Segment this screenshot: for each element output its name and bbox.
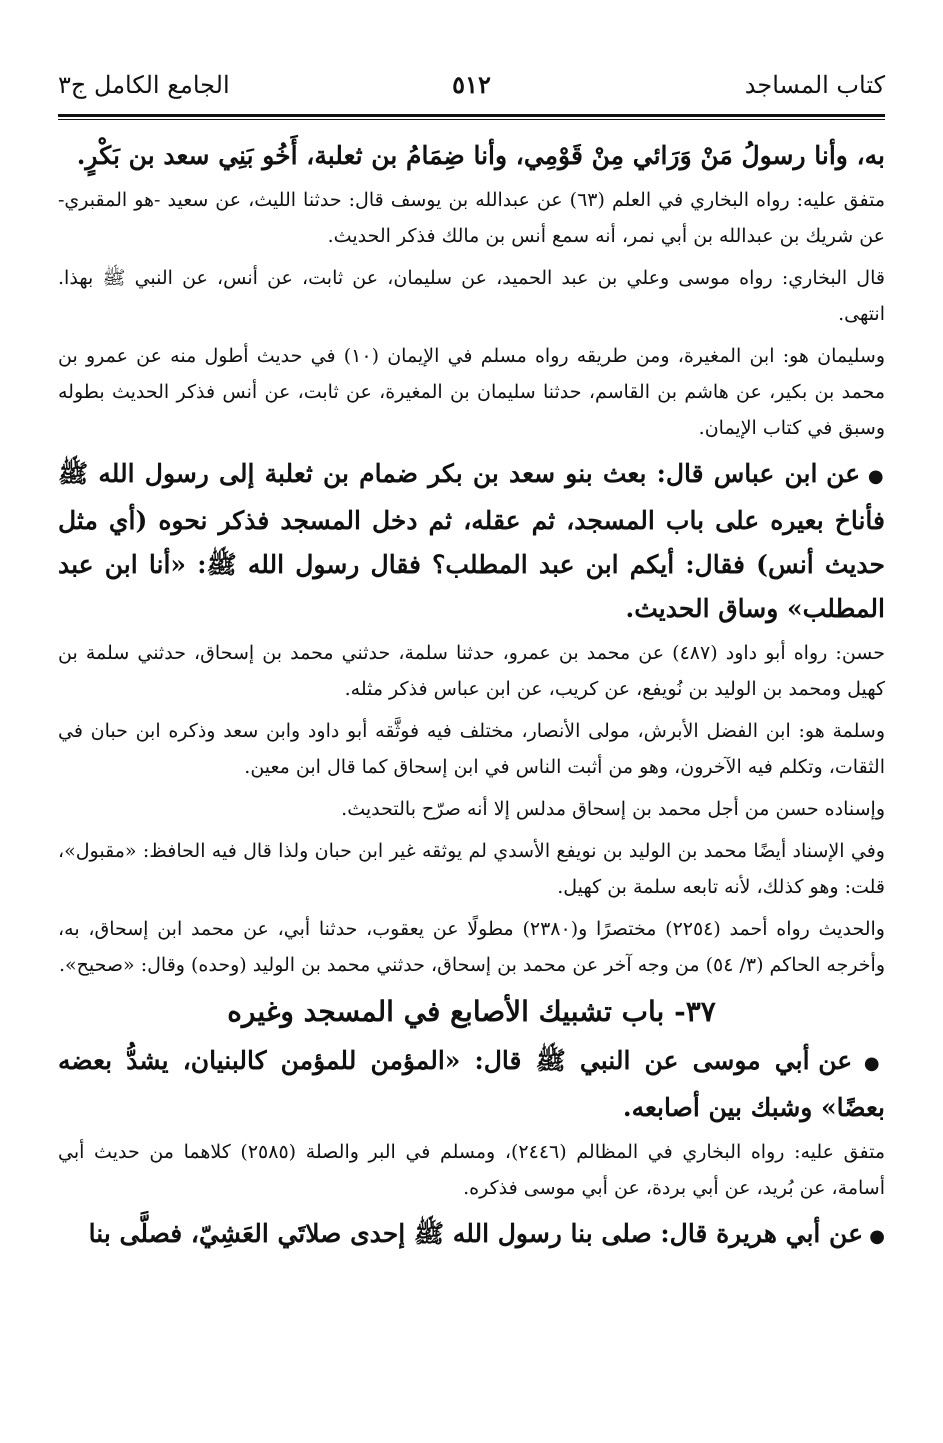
commentary-paragraph: وسليمان هو: ابن المغيرة، ومن طريقه رواه مسلم في الإيمان (١٠) في حديث أطول منه عن عمرو بن محمد بن بكير، عن هاشم بن القاسم، حدثنا سليمان بن المغيرة، عن ثابت، عن أنس فذكر الحديث بطوله وسبق في كتاب الإيمان. bbox=[58, 345, 886, 439]
book-page bbox=[0, 60, 943, 1443]
page-number: ٥١٢ bbox=[452, 70, 491, 99]
commentary-paragraph: وسلمة هو: ابن الفضل الأبرش، مولى الأنصار، مختلف فيه فوثَّقه أبو داود وابن سعد وذكره ابن حبان في الثقات، وتكلم فيه الآخرون، وهو من أثبت الناس في ابن إسحاق كما قال ابن معين. bbox=[58, 720, 885, 778]
header-rule-thin bbox=[58, 119, 885, 120]
section-heading: ٣٧- باب تشبيك الأصابع في المسجد وغيره bbox=[227, 995, 716, 1028]
page-header bbox=[58, 60, 885, 110]
chapter-title: كتاب المساجد bbox=[744, 71, 885, 99]
commentary-paragraph: وفي الإسناد أيضًا محمد بن الوليد بن نويفع الأسدي لم يوثقه غير ابن حبان ولذا قال فيه الحافظ: «مقبول»، قلت: وهو كذلك، لأنه تابعه سلمة بن كهيل. bbox=[58, 840, 885, 898]
book-title: الجامع الكامل ج٣ bbox=[58, 71, 230, 99]
commentary-paragraph: حسن: رواه أبو داود (٤٨٧) عن محمد بن عمرو، حدثنا سلمة، حدثني محمد بن إسحاق، حدثني سلمة بن كهيل ومحمد بن الوليد بن نُويفع، عن كريب، عن ابن عباس فذكر مثله. bbox=[58, 642, 885, 700]
hadith-text: ● عن أبي موسى عن النبي ﷺ قال: «المؤمن للمؤمن كالبنيان، يشدُّ بعضه بعضًا» وشبك بين أصابعه. bbox=[58, 1039, 885, 1130]
page-body bbox=[58, 134, 885, 1259]
commentary-paragraph: متفق عليه: رواه البخاري في العلم (٦٣) عن عبدالله بن يوسف قال: حدثنا الليث، عن سعيد -هو المقبري- عن شريك بن عبدالله بن أبي نمر، أنه سمع أنس بن مالك فذكر الحديث. bbox=[58, 189, 885, 247]
commentary-paragraph: والحديث رواه أحمد (٢٢٥٤) مختصرًا و(٢٣٨٠) مطولًا عن يعقوب، حدثنا أبي، عن محمد ابن إسحاق، به، وأخرجه الحاكم (٣/ ٥٤) من وجه آخر عن محمد بن إسحاق، حدثني محمد بن الوليد (وحده) وقال: «صحيح». bbox=[58, 918, 885, 976]
hadith-text: به، وأنا رسولُ مَنْ وَرَائي مِنْ قَوْمِي، وأنا ضِمَامُ بن ثعلبة، أَخُو بَنِي سعد بن بَكْرٍ. bbox=[76, 141, 885, 170]
hadith-text: ● عن أبي هريرة قال: صلى بنا رسول الله ﷺ إحدى صلاتَي العَشِيّ، فصلَّى بنا bbox=[58, 1212, 885, 1259]
commentary-paragraph: متفق عليه: رواه البخاري في المظالم (٢٤٤٦)، ومسلم في البر والصلة (٢٥٨٥) كلاهما من حديث أبي أسامة، عن بُريد، عن أبي بردة، عن أبي موسى فذكره. bbox=[58, 1141, 886, 1199]
commentary-paragraph: وإسناده حسن من أجل محمد بن إسحاق مدلس إلا أنه صرّح بالتحديث. bbox=[341, 798, 885, 820]
commentary-paragraph: قال البخاري: رواه موسى وعلي بن عبد الحميد، عن سليمان، عن ثابت، عن أنس، عن النبي ﷺ بهذا. انتهى. bbox=[58, 267, 885, 325]
header-rule-thick bbox=[58, 114, 885, 117]
hadith-text: ● عن ابن عباس قال: بعث بنو سعد بن بكر ضمام بن ثعلبة إلى رسول الله ﷺ فأناخ بعيره على باب المسجد، ثم عقله، ثم دخل المسجد فذكر نحوه (أي مثل حديث أنس) فقال: أيكم ابن عبد المطلب؟ فقال رسول الله ﷺ: «أنا ابن عبد المطلب» وساق الحديث. bbox=[58, 452, 885, 631]
